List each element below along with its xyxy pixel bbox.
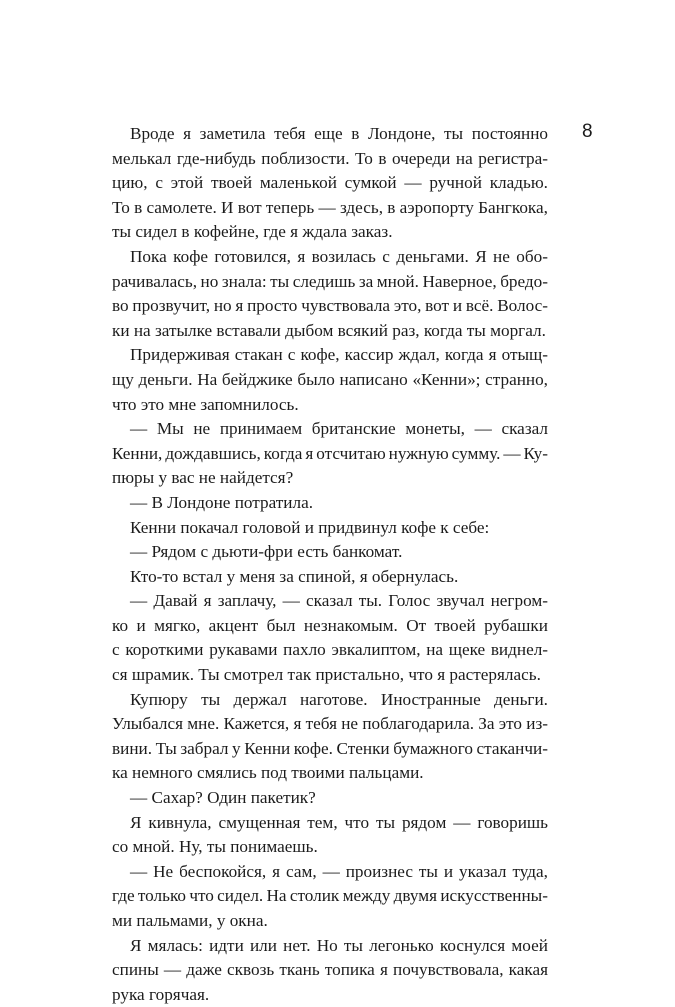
text-line: ка немного смялись под твоими пальцами. — [112, 763, 424, 783]
text-line: То в самолете. И вот теперь — здесь, в аэропорту Бангкока, — [112, 197, 548, 217]
text-line: что это мне запомнилось. — [112, 394, 299, 414]
text-line: — Мы не принимаем британские монеты, — сказал — [130, 419, 548, 439]
text-line: ты сидел в кофейне, где я ждала заказ. — [112, 222, 393, 242]
text-line: — Давай я заплачу, — сказал ты. Голос звучал негром- — [130, 591, 548, 611]
body-text — [112, 122, 548, 1007]
text-line: рука горячая. — [112, 984, 210, 1004]
text-line: ко и мягко, акцент был незнакомым. От твоей рубашки — [112, 615, 548, 635]
text-line: — В Лондоне потратила. — [130, 492, 314, 512]
text-line: Придерживая стакан с кофе, кассир ждал, когда я отыщ- — [130, 345, 548, 365]
text-line: Кто-то встал у меня за спиной, я обернулась. — [130, 566, 459, 586]
text-line: Кенни, дождавшись, когда я отсчитаю нужную сумму. — Ку- — [112, 443, 548, 463]
text-line: со мной. Ну, ты понимаешь. — [112, 837, 318, 857]
text-line: ся шрамик. Ты смотрел так пристально, что я растерялась. — [112, 665, 541, 685]
text-line: Улыбался мне. Кажется, я тебя не поблагодарила. За это из- — [112, 714, 548, 734]
text-line: — Не беспокойся, я сам, — произнес ты и указал туда, — [130, 861, 548, 881]
text-line: во прозвучит, но я просто чувствовала это, вот и всё. Волос- — [112, 296, 548, 316]
text-line: где только что сидел. На столик между двумя искусственны- — [112, 886, 548, 906]
text-line: вини. Ты забрал у Кенни кофе. Стенки бумажного стаканчи- — [112, 738, 548, 758]
text-line: Я кивнула, смущенная тем, что ты рядом — говоришь — [130, 812, 548, 832]
text-line: Я мялась: идти или нет. Но ты легонько коснулся моей — [130, 935, 548, 955]
text-line: ми пальмами, у окна. — [112, 911, 268, 930]
text-line: — Рядом с дьюти-фри есть банкомат. — [130, 542, 403, 562]
text-line: Кенни покачал головой и придвинул кофе к себе: — [130, 517, 490, 537]
text-line: пюры у вас не найдется? — [112, 468, 294, 488]
text-line: рачивалась, но знала: ты следишь за мной. Наверное, бредо- — [112, 271, 548, 291]
text-line: щу деньги. На бейджике было написано «Кенни»; странно, — [112, 369, 548, 389]
text-line: мелькал где-нибудь поблизости. То в очереди на регистра- — [112, 148, 548, 168]
text-line: с короткими рукавами пахло эвкалиптом, на щеке виднел- — [112, 640, 548, 660]
text-line: цию, с этой твоей маленькой сумкой — ручной кладью. — [112, 173, 548, 193]
text-line: ки на затылке вставали дыбом всякий раз, когда ты моргал. — [112, 320, 546, 340]
text-line: спины — даже сквозь ткань топика я почувствовала, какая — [112, 960, 548, 980]
text-line: — Сахар? Один пакетик? — [130, 788, 316, 808]
text-line: Вроде я заметила тебя еще в Лондоне, ты постоянно — [130, 124, 548, 143]
page-number: 8 — [582, 121, 593, 142]
text-line: Купюру ты держал наготове. Иностранные деньги. — [130, 689, 548, 709]
text-line: Пока кофе готовился, я возилась с деньгами. Я не обо- — [130, 246, 548, 266]
